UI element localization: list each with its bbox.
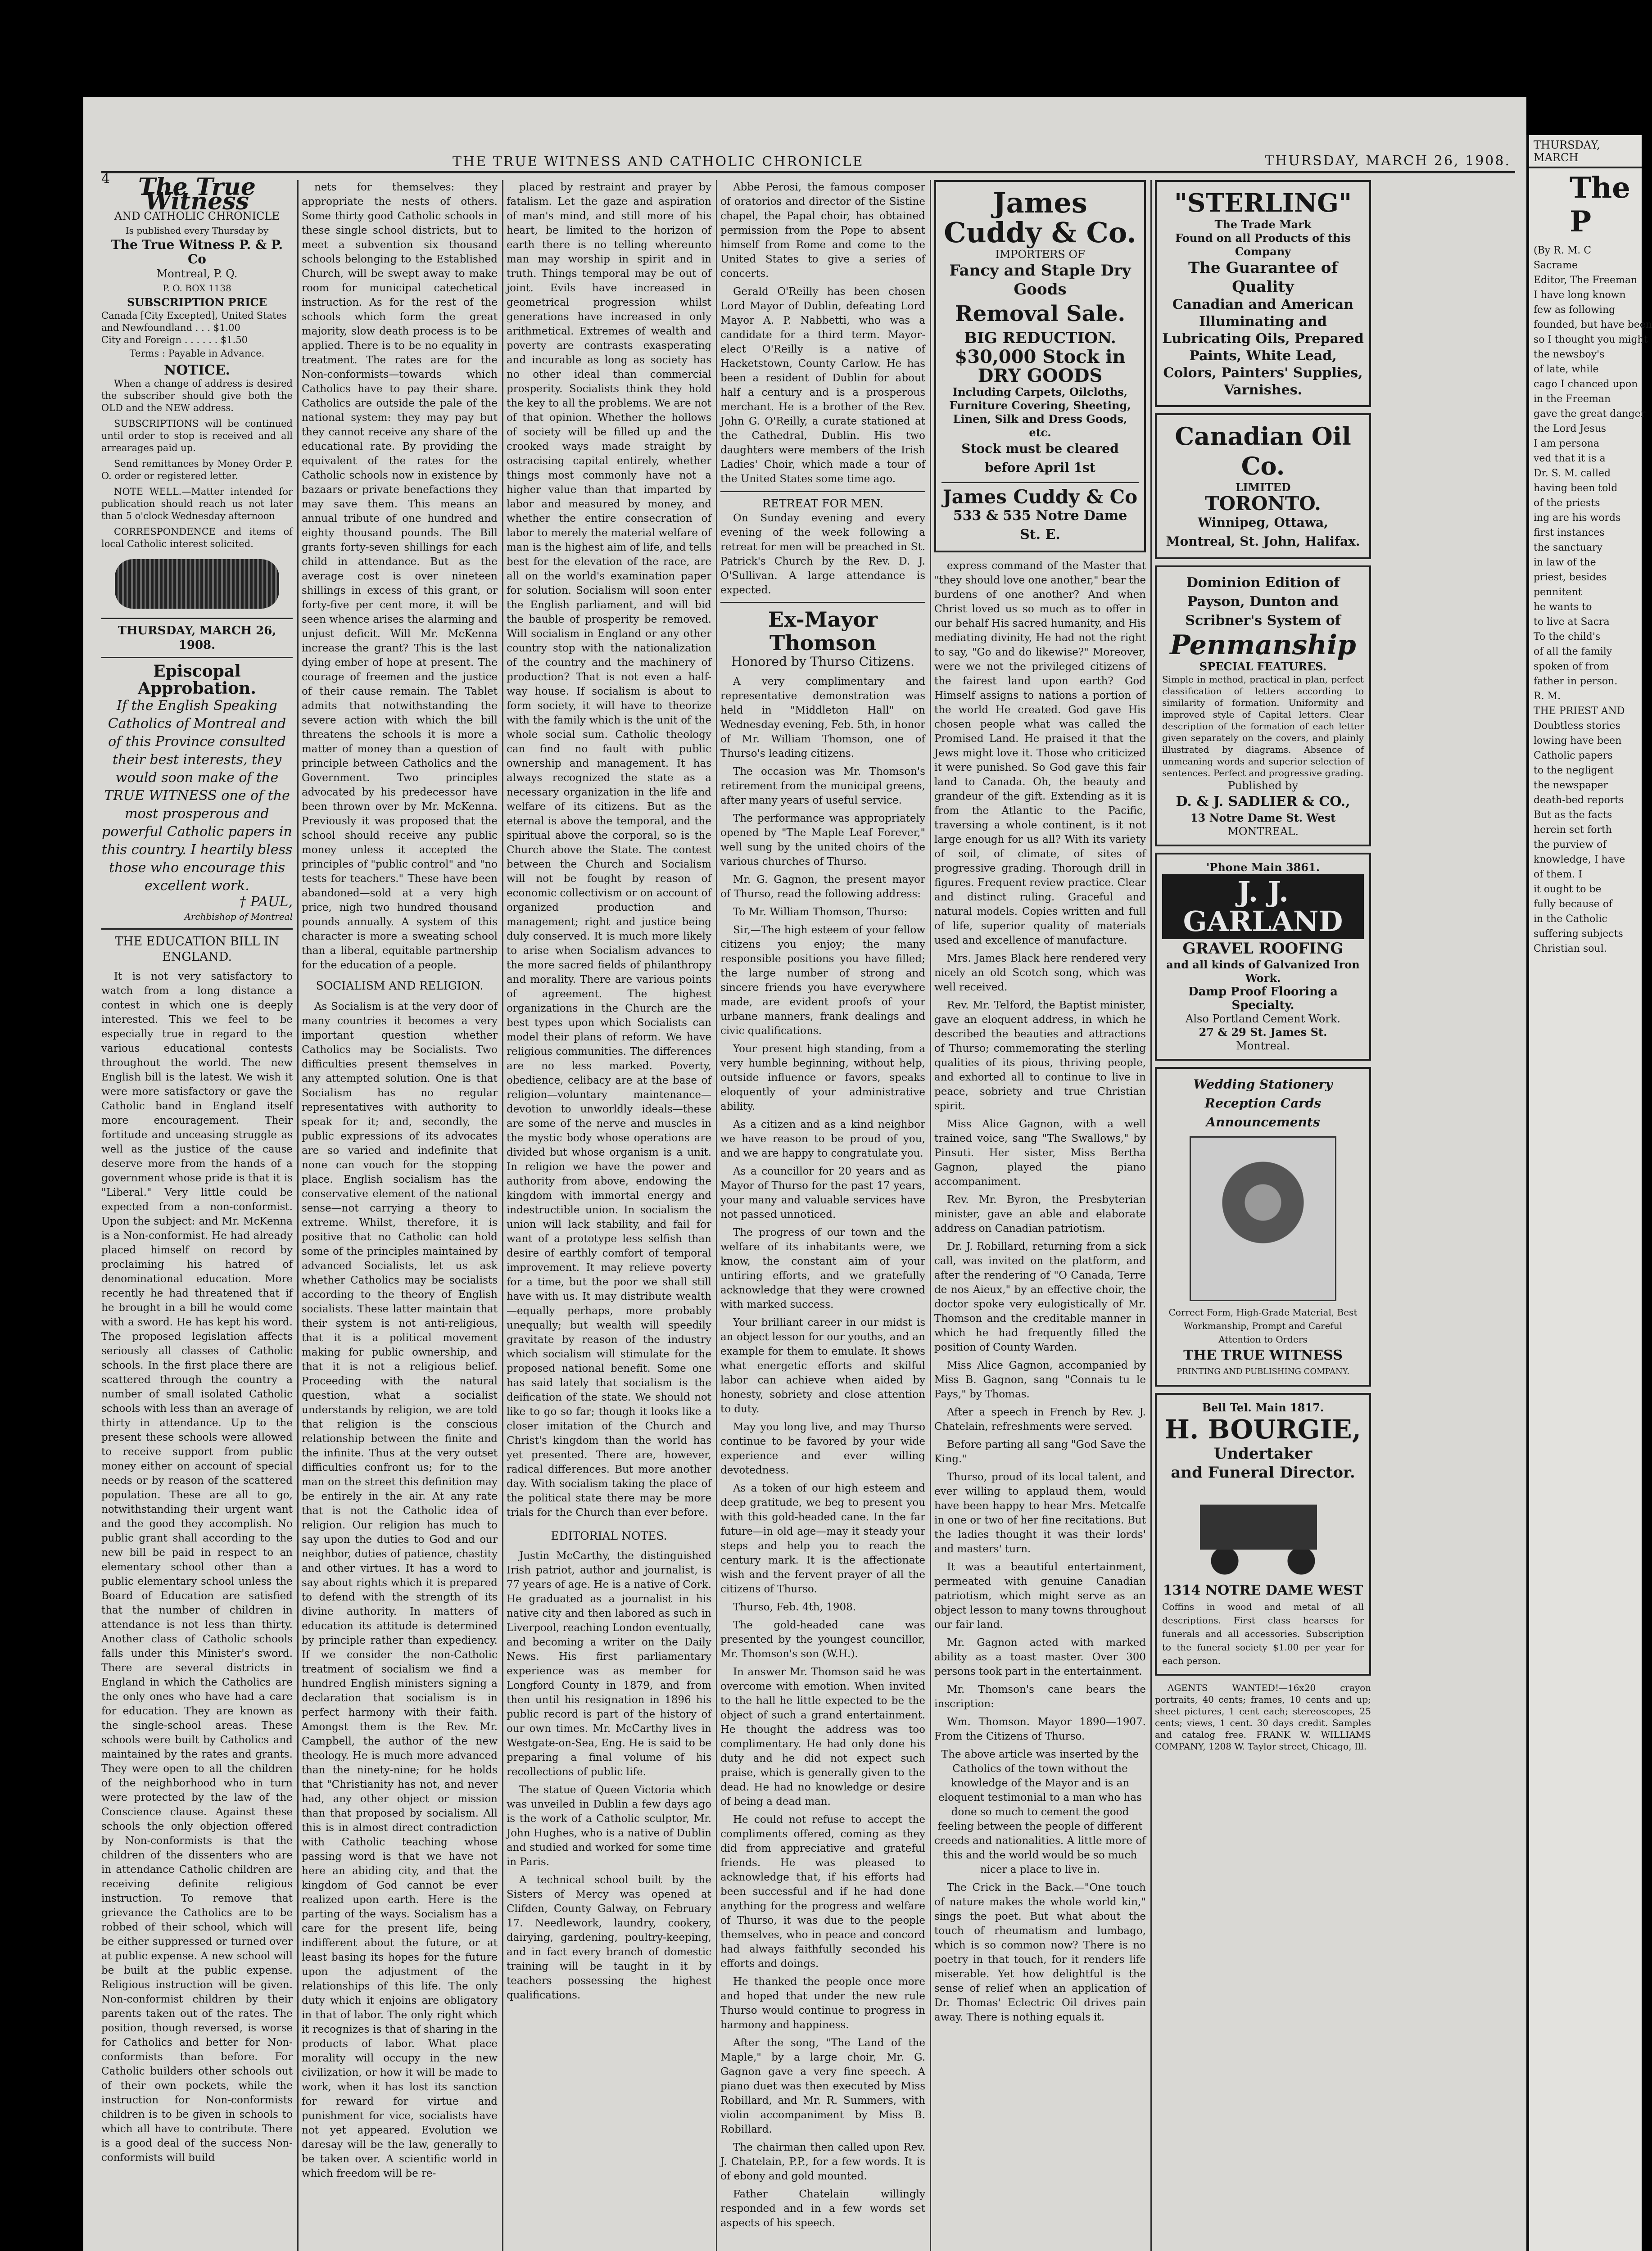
ad-cleared: Stock must be cleared before April 1st (961, 441, 1119, 475)
adjacent-line: R. M. (1534, 691, 1561, 702)
article-paragraph: After the song, "The Land of the Maple," by a large choir, Mr. G. Gagnon gave a very fine speech. A piano duet was then executed by Miss Robillard, and Mr. R. Summers, with violin accompaniment by Miss B. Robillard. (720, 2037, 925, 2135)
penmanship-text: Simple in method, practical in plan, perfect classification of letters according to similarity of formation. Uniformity and improved style of Capital letters. Clear description of the formation of each letter given separately on the covers, and plainly illustrated by diagrams. Absence of unmeaning words and superior selection of sentences. Perfect and progressive grading. (1162, 674, 1364, 778)
sterling-mark: The Trade Mark (1214, 218, 1312, 231)
adjacent-line: having been told (1534, 483, 1618, 494)
notice-paragraph: SUBSCRIPTIONS will be continued until order to stop is received and all arrearages paid up. (101, 418, 293, 453)
adjacent-line: founded, but have been (1534, 319, 1652, 330)
article-paragraph: Your brilliant career in our midst is an object lesson for our youths, and an example for them to emulate. It shows what energetic efforts and skilful labor can achieve when aided by honesty, sobriety and close attention to duty. (720, 1317, 925, 1415)
ad-including: Including Carpets, Oilcloths, Furniture Covering, Sheeting, Linen, Silk and Dress Goods, etc. (949, 385, 1131, 439)
article-paragraph: The Crick in the Back.—"One touch of nature makes the whole world kin," sings the poet. But what about the touch of rheumatism and lumbago, which is so common now? There is no poetry in that touch, for it renders life miserable. Yet how delightful is the sense of relief when an application of Dr. Thomas' Eclectric Oil drives pain away. There is nothing equals it. (934, 1882, 1146, 2023)
adjacent-line: to live at Sacra (1534, 616, 1610, 628)
ad-wedding-stationery (1155, 1067, 1371, 1387)
garland-flooring: Damp Proof Flooring a Specialty. (1188, 985, 1338, 1012)
adjacent-line: the purview of (1534, 839, 1607, 850)
adjacent-line: suffering subjects (1534, 928, 1623, 940)
column-rule (1150, 180, 1152, 2251)
adjacent-date: THURSDAY, MARCH (1534, 139, 1600, 164)
canadian-oil-name: Canadian Oil Co. (1175, 422, 1351, 480)
column-4 (720, 180, 925, 2251)
article-paragraph: Mr. Gagnon acted with marked ability as a toast master. Over 300 persons took part in the entertainment. (934, 1637, 1146, 1677)
adjacent-line: Catholic papers (1534, 750, 1613, 761)
bourgie-role-2: and Funeral Director. (1171, 1464, 1355, 1482)
published-line: Is published every Thursday by (125, 225, 269, 236)
garland-address: 27 & 29 St. James St. (1199, 1026, 1327, 1039)
notice-paragraph: NOTE WELL.—Matter intended for publication should reach us not later than 5 o'clock Wednesday afternoon (101, 486, 293, 521)
ad-canadian-oil (1155, 413, 1371, 559)
retreat-head: RETREAT FOR MEN. (762, 497, 883, 510)
penmanship-pub: Published by (1227, 779, 1299, 792)
sadlier-name: D. & J. SADLIER & CO., (1176, 794, 1350, 809)
article-paragraph: A technical school built by the Sisters of Mercy was opened at Clifden, County Galway, on February 17. Needlework, laundry, cookery, dairying, gardening, poultry-keeping, and in fact every branch of domestic training will be taught in it by teachers possessing the highest qualifications. (507, 1874, 711, 2001)
sadlier-city: MONTREAL. (1227, 825, 1299, 838)
adjacent-line: (By R. M. C (1534, 245, 1592, 256)
bourgie-name: H. BOURGIE, (1165, 1414, 1361, 1445)
adjacent-line: THE PRIEST AND (1534, 705, 1625, 717)
article-paragraph: A very complimentary and representative demonstration was held in "Middleton Hall" on Wednesday evening, Feb. 5th, in honor of Mr. William Thomson, one of Thurso's leading citizens. (720, 676, 925, 759)
adjacent-line: of them. I (1534, 869, 1582, 880)
adjacent-line: herein set forth (1534, 824, 1612, 836)
adjacent-line: I have long known (1534, 289, 1626, 301)
subscription-price-head: SUBSCRIPTION PRICE (127, 296, 267, 309)
article-paragraph: The performance was appropriately opened by "The Maple Leaf Forever," well sung by the united choirs of the various churches of Thurso. (720, 813, 925, 868)
garland-cement: Also Portland Cement Work. (1186, 1012, 1340, 1025)
wedding-line-3: Announcements (1206, 1115, 1320, 1130)
article-paragraph: The gold-headed cane was presented by the youngest councillor, Mr. Thomson's son (W.H.). (720, 1619, 925, 1660)
price-line: Canada [City Excepted], United States and Newfoundland . . . $1.00 (101, 310, 287, 333)
page-number: 4 (101, 171, 112, 187)
notice-head: NOTICE. (163, 362, 231, 378)
masthead (101, 153, 1515, 187)
adjacent-line: knowledge, I have (1534, 854, 1625, 865)
article-paragraph: Thurso, Feb. 4th, 1908. (733, 1601, 856, 1613)
adjacent-line: priest, besides (1534, 572, 1607, 583)
ad-reduction: BIG REDUCTION. (964, 329, 1116, 347)
bourgie-text: Coffins in wood and metal of all descriptions. First class hearses for funerals and all accessories. Subscription to the funeral society $1.00 per year for each person. (1162, 1601, 1364, 1666)
ad-garland (1155, 853, 1371, 1061)
price-line: City and Foreign . . . . . . $1.50 (101, 334, 248, 345)
article-paragraph: The occasion was Mr. Thomson's retirement from the municipal greens, after many years of useful service. (720, 766, 925, 806)
garland-phone: 'Phone Main 3861. (1206, 861, 1320, 874)
editorial-notes-head: EDITORIAL NOTES. (551, 1529, 667, 1542)
adjacent-line: in the Catholic (1534, 913, 1607, 925)
cane-inscription: The above article was inserted by the Catholics of the town without the knowledge of the Mayor and is an eloquent testimonial to a man who has done so much to cement the good feeling between the people of different creeds and nationalities. A little more of this and the world would be so much nicer a place to live in. (934, 1749, 1146, 1876)
article-paragraph: He thanked the people once more and hoped that under the new rule Thurso would continue to progress in harmony and happiness. (720, 1976, 925, 2031)
adjacent-line: lowing have been (1534, 735, 1622, 746)
article-paragraph: After a speech in French by Rev. J. Chatelain, refreshments were served. (934, 1406, 1146, 1433)
adjacent-line: so I thought you might (1534, 334, 1648, 345)
newspaper-page (83, 97, 1526, 2251)
article-paragraph: To Mr. William Thomson, Thurso: (733, 906, 908, 918)
article-paragraph: nets for themselves: they appropriate the nests of others. Some thirty good Catholic schools in these single school districts, but to meet a subvention six thousand schools belonging to the Established Church, will be swept away to make room for municipal catechetical instruction. As for the rest of the schools which form the great majority, slow death process is to be applied. There is to be no equality in treatment. The rates are for the Non-conformists—towards which Catholics have to pay their share. Catholics are outside the pale of the national system: they may pay but they cannot receive any share of the educational rate. By providing the equivalent of the rates for the Catholic schools now in existence by bazaars or private benefactions they may save them. This means an annual tribute of one hundred and eighty thousand pounds. The Bill grants forty-seven shillings for each child in attendance. But as the average cost is over nineteen shillings in excess of this grant, or forty-five per cent more, it will be seen whence arises the alarming and unjust deficit. Will Mr. McKenna increase the grant? This is the last dying ember of hope at present. The courage of freemen and the justice of their cause remain. The Tablet admits that notwithstanding the severe action with which the bill threatens the schools it is more a matter of money than a question of principle between Catholics and the Government. Two principles advocated by his predecessor have been thrown over by Mr. McKenna. Previously it was proposed that the school should receive any public money unless it accepted the principles of "public control" and "no tests for teachers." These have been abandoned—sold at a very high price, nigh two hundred thousand pounds annually. A system of this character is more a sweating school than a liberal, equitable partnership for the education of a people. (302, 181, 498, 971)
adjacent-page (1526, 135, 1652, 2251)
article-paragraph: On Sunday evening and every evening of the week following a retreat for men will be preached in St. Patrick's Church by the Rev. D. J. O'Sullivan. A large attendance is expected. (720, 512, 925, 596)
article-paragraph: express command of the Master that "they should love one another," bear the burdens of one another? And when Christ loved us so much as to offer in our behalf His sacred humanity, and His mediating divinity, He had not the right to say, "Go and do likewise?" Moreover, were we not the privileged citizens of the fairest land upon earth? God Himself assigns to nations a portion of the world He created. God gave His chosen people what was called the Promised Land. He praised it that the Jews might love it. Those who criticized it were punished. So God gave this fair land to Canada. Oh, the beauty and grandeur of the gift. Extending as it is from the Atlantic to the Pacific, traversing a whole continent, is it not large enough for us all? With its variety of soil, of climate, of sites of progressive grading. Thorough drill in figures. Frequent review practice. Clear and distinct ruling. Graceful and natural models. Copies written and full of life, superior quality of materials used and excellence of manufacture. (934, 560, 1146, 946)
adjacent-line: fully because of (1534, 899, 1613, 910)
adjacent-line: the newsboy's (1534, 349, 1605, 360)
article-paragraph: Justin McCarthy, the distinguished Irish patriot, author and journalist, is 77 years of age. He is a native of Cork. He graduated as a journalist in his native city and then labored as such in Liverpool, reaching London eventually, and becoming a writer on the Daily News. His first parliamentary experience was as member for Longford County in 1879, and from then until his resignation in 1896 his public record is part of the history of our own times. Mr. McCarthy lives in Westgate-on-Sea, Eng. He is said to be preparing a final volume of his recollections of public life. (507, 1550, 711, 1778)
notice-paragraph: Send remittances by Money Order P. O. order or registered letter. (101, 458, 293, 481)
article-paragraph: As Socialism is at the very door of many countries it becomes a very important question whether Catholics may be Socialists. Two difficulties present themselves in any attempted solution. One is that Socialism has no regular representatives with authority to speak for it; and, secondly, the public expressions of its advocates are so varied and indefinite that none can vouch for the stopping place. English socialism has the conservative element of the national sense—not carrying a theory to extreme. Whilst, therefore, it is positive that no Catholic can hold some of the principles maintained by advanced Socialists, let us ask whether Catholics may be socialists according to the theory of English socialists. These latter maintain that their system is not anti-religious, that it is a political movement making for public ownership, and that it is not a religious belief. Proceeding with the natural question, what a socialist understands by religion, we are told that religion is the conscious relationship between the finite and the infinite. Thus at the very outset difficulties confront us; for to the man on the street this definition may be entirely in the air. At any rate that is not the Catholic idea of religion. Our religion has much to say upon the duties to God and our neighbor, duties of patience, chastity and other virtues. It has a word to say about rights which it is prepared to defend with the strength of its divine authority. In matters of education its attitude is determined by principle rather than expediency. If we consider the non-Catholic treatment of socialism we find a hundred English ministers signing a declaration that socialism is in perfect harmony with their faith. Amongst them is the Rev. Mr. Campbell, the author of the new theology. He is much more advanced than the ninety-nine; for he holds that "Christianity has not, and never had, any other object or mission than that proposed by socialism. All this is in almost direct contradiction with Catholic teaching whose passing word is that we have not here an abiding city, and that the kingdom of God cannot be ever realized upon earth. Here is the parting of the ways. Socialism has a care for the present life, being indifferent about the future, or at least basing its hopes for the future upon the adjustment of the relationships of this life. The only duty which it enjoins are obligatory in that of labor. The only right which it recognizes is that of sharing in the products of labor. What place morality will occupy in the new civilization, or how it will be made to work, when it has lost its sanction for reward for virtue and punishment for vice, socialists have not yet appeared. Evolution we daresay will be the law, generally to be taken over. A scientific world in which freedom will be re- (302, 1001, 498, 2179)
adjacent-head: The P (1570, 171, 1630, 239)
article-paragraph: Sir,—The high esteem of your fellow citizens you enjoy; the many responsible positions you have filled; the large number of strong and sincere friends you have everywhere made, are evident proofs of your urbane manners, frank dealings and civic qualifications. (720, 924, 925, 1037)
adjacent-line: Dr. S. M. called (1534, 468, 1611, 479)
wedding-line-1: Wedding Stationery (1193, 1077, 1333, 1092)
publisher: The True Witness P. & P. Co (111, 237, 283, 267)
article-paragraph: Thurso, proud of its local talent, and ever willing to applaud them, would have been happy to hear Mrs. Metcalfe in one or two of her fine recitations. But the ladies thought it was their lords' and masters' turn. (934, 1471, 1146, 1555)
adjacent-line: few as following (1534, 304, 1616, 316)
notice-paragraph: When a change of address is desired the subscriber should give both the OLD and the NEW address. (101, 378, 293, 413)
ad-sterling (1155, 180, 1371, 407)
bourgie-role: Undertaker (1213, 1445, 1313, 1463)
article-paragraph: In answer Mr. Thomson said he was overcome with emotion. When invited to the hall he little expected to be the object of such a grand entertainment. He thought the address was too complimentary. He had only done his duty and he did not expect such praise, which is generally given to the dead. He had no knowledge or desire of being a dead man. (720, 1666, 925, 1808)
adjacent-line: Sacrame (1534, 260, 1578, 271)
article-paragraph: May you long live, and may Thurso continue to be favored by your wide experience and ever willing devotedness. (720, 1421, 925, 1476)
canadian-oil-city: TORONTO. (1205, 493, 1321, 515)
adjacent-line: ing are his words (1534, 512, 1621, 524)
canadian-oil-branches: Winnipeg, Ottawa, Montreal, St. John, Halifax. (1166, 515, 1360, 549)
penmanship-line-2: Payson, Dunton and Scribner's System of (1185, 594, 1341, 628)
article-paragraph: Abbe Perosi, the famous composer of oratorios and director of the Sistine chapel, the Papal choir, has obtained permission from the Pope to absent himself from Rome and come to the United States to give a series of concerts. (720, 181, 925, 280)
article-paragraph: Wm. Thomson. Mayor 1890—1907. From the Citizens of Thurso. (934, 1716, 1146, 1742)
approbation-head: Episcopal Approbation. (138, 662, 256, 698)
notice-paragraph: CORRESPONDENCE and items of local Catholic interest solicited. (101, 526, 293, 549)
ad-name-repeat: James Cuddy & Co (942, 486, 1138, 508)
adjacent-line: in law of the (1534, 557, 1596, 568)
adjacent-line: to the negligent (1534, 765, 1614, 776)
adjacent-line: of all the family (1534, 646, 1612, 657)
canadian-oil-limited: LIMITED (1235, 481, 1291, 494)
ad-importers: IMPORTERS OF (995, 248, 1085, 261)
adjacent-line: Doubtless stories (1534, 720, 1620, 732)
ad-penmanship (1155, 565, 1371, 846)
garland-city: Montreal. (1236, 1040, 1290, 1052)
adjacent-line: ved that it is a (1534, 453, 1606, 464)
article-paragraph: placed by restraint and prayer by fatalism. Let the gaze and aspiration of man's mind, and still more of his heart, be limited to the horizon of earth there is no telling whereunto man may worship in spirit and in truth. Things temporal may be out of joint. Evils have increased in geometrical progression whilst generations have increased in only arithmetical. Extremes of wealth and poverty are contrasts exasperating and incurable as long as society has no other ideal than commercial prosperity. Socialists think they hold the key to all the problems. We are not of that opinion. Whether the hollows of society will be filled up and the crooked ways made straight by ostracising capital entirely, whether things most commonly have not a higher value than that imparted by labor and measured by money, and whether the entire consecration of labor to merely the material welfare of man is the highest aim of life, and tells best for the elevation of the race, are all on the world's examination paper for solution. Socialism will soon enter the English parliament, and will bid the bauble of prosperity be removed. Will socialism in England or any other country stop with the nationalization of the country and the machinery of production? That is not even a half-way house. If socialism is about to form society, it will have to theorize with the family which is the unit of the whole social sum. Catholic theology can find no fault with public ownership and management. It has always recognized the state as a necessary organization in the life and welfare of its citizens. But as the eternal is above the temporal, and the spiritual above the corporal, so is the Church above the State. The contest between the Church and Socialism will not be fought by reason of economic collectivism or on account of organized production and management; right and justice being duly conserved. It is much more likely to arise when Socialism advances to the more sacred fields of philanthropy and morality. There are various points of agreement. The highest organizations in the Church are the best types upon which Socialists can model their plans of reform. We have religious communities. The differences are no less marked. Poverty, obedience, celibacy are at the base of religion—voluntary maintenance—devotion to unworldly ideals—these are some of the nerve and muscles in the mystic body whose operations are divided but whose organism is a unit. In religion we have the power and authority from above, endowing the kingdom with immortal energy and indestructible union. In socialism the union will lack stability, and fail for want of a prototype less selfish than desire of earthly comfort of temporal improvement. It may relieve poverty for a time, but the poor we shall still have with us. It may distribute wealth—equally perhaps, more probably unequally; but wealth will speedily gravitate by reason of the industry which socialism will stimulate for the proposed national benefit. Some one has said lately that socialism is the deification of the state. We should not like to go so far; though it looks like a closer imitation of the Church and Christ's kingdom than the world has yet presented. There are, however, radical differences. But more another day. With socialism taking the place of the political state there may be more trials for the Church than ever before. (507, 181, 711, 1519)
flower-illustration (1190, 1136, 1336, 1301)
column-rule (502, 180, 503, 2251)
article-paragraph: Your present high standing, from a very humble beginning, without help, outside influence or favors, speaks eloquently of your administrative ability. (720, 1043, 925, 1112)
article-paragraph: As a citizen and as a kind neighbor we have reason to be proud of you, and we are happy to congratulate you. (720, 1119, 925, 1159)
garland-roofing: GRAVEL ROOFING (1182, 940, 1344, 958)
wedding-company: PRINTING AND PUBLISHING COMPANY. (1176, 1367, 1350, 1376)
article-paragraph: As a councillor for 20 years and as Mayor of Thurso for the past 17 years, your many and valuable services have not passed unnoticed. (720, 1166, 925, 1220)
publisher-city: Montreal, P. Q. (156, 267, 238, 280)
column-rule (930, 180, 931, 2251)
sterling-guarantee: The Guarantee of Quality (1188, 259, 1338, 296)
penmanship-special: SPECIAL FEATURES. (1199, 660, 1327, 673)
adjacent-line: of the priests (1534, 497, 1600, 509)
sterling-found: Found on all Products of this Company (1175, 231, 1351, 258)
adjacent-line: gave the great danger (1534, 408, 1646, 420)
adjacent-line: the sanctuary (1534, 542, 1602, 553)
article-paragraph: Gerald O'Reilly has been chosen Lord Mayor of Dublin, defeating Lord Mayor A. P. Nabbetti, who was a candidate for a third term. Mayor-elect O'Reilly is a native of Hacketstown, County Carlow. He has been a resident of Dublin for about half a century and is a prosperous merchant. He is a brother of the Rev. John G. O'Reilly, a curate stationed at the Cathedral, Dublin. His two daughters were members of the Irish Ladies' Choir, which made a tour of the United States some time ago. (720, 286, 925, 485)
newspaper-title: THE TRUE WITNESS AND CATHOLIC CHRONICLE (453, 154, 864, 170)
sadlier-address: 13 Notre Dame St. West (1190, 811, 1336, 824)
date-line: THURSDAY, MARCH 26, 1908. (118, 624, 276, 652)
socialism-head: SOCIALISM AND RELIGION. (316, 979, 484, 992)
adjacent-line: it ought to be (1534, 884, 1602, 895)
paper-nameplate (101, 173, 293, 550)
wedding-line-2: Reception Cards (1204, 1096, 1322, 1111)
article-paragraph: Miss Alice Gagnon, accompanied by Miss B. Gagnon, sang "Connais tu le Pays," by Thomas. (934, 1360, 1146, 1400)
paper-subtitle: AND CATHOLIC CHRONICLE (114, 210, 280, 222)
adjacent-line: of late, while (1534, 364, 1599, 375)
column-3 (507, 180, 711, 2251)
article-paragraph: Mr. G. Gagnon, the present mayor of Thurso, read the following address: (720, 874, 925, 900)
adjacent-line: cago I chanced upon (1534, 379, 1638, 390)
article-paragraph: Father Chatelain willingly responded and in a few words set aspects of his speech. (720, 2188, 925, 2229)
ad-james-cuddy (934, 180, 1146, 552)
adjacent-line: spoken of from (1534, 661, 1609, 672)
adjacent-line: the Lord Jesus (1534, 423, 1607, 434)
wedding-true-witness: THE TRUE WITNESS (1183, 1347, 1343, 1363)
article-paragraph: Rev. Mr. Telford, the Baptist minister, gave an eloquent address, in which he described the beauties and attractions of Thurso; commemorating the sterling qualities of its pious, thriving people, and exhorted all to continue to live in peace, sobriety and true Christian spirit. (934, 999, 1146, 1112)
issue-date: THURSDAY, MARCH 26, 1908. (1265, 153, 1511, 169)
adjacent-line: pennitent (1534, 587, 1582, 598)
adjacent-line: To the child's (1534, 631, 1601, 642)
article-paragraph: Before parting all sang "God Save the King." (934, 1439, 1146, 1465)
garland-sheet: and all kinds of Galvanized Iron Work. (1166, 958, 1360, 985)
signature-title: Archbishop of Montreal (184, 911, 293, 922)
adjacent-line: he wants to (1534, 601, 1592, 613)
price-lines (101, 310, 293, 346)
column-6-ads (1155, 180, 1371, 2251)
adjacent-line: the newspaper (1534, 780, 1608, 791)
column-rule (716, 180, 717, 2251)
column-2 (302, 180, 498, 2251)
hearse-illustration (1182, 1487, 1344, 1577)
ad-bourgie (1155, 1393, 1371, 1676)
education-bill-head: THE EDUCATION BILL IN ENGLAND. (115, 935, 279, 964)
garland-name: J. J. GARLAND (1162, 874, 1364, 939)
agents-wanted: AGENTS WANTED!—16x20 crayon portraits, 40 cents; frames, 10 cents and up; sheet pictures, 1 cent each; stereoscopes, 25 cents; views, 1 cent. 30 days credit. Samples and catalog free. FRANK W. WILLIAMS COMPANY, 1208 W. Taylor street, Chicago, Ill. (1155, 1682, 1371, 1752)
adjacent-line: father in person. (1534, 676, 1618, 687)
notice-body (101, 378, 293, 550)
column-rule (297, 180, 299, 2251)
article-paragraph: Mr. Thomson's cane bears the inscription: (934, 1684, 1146, 1710)
ex-mayor-subhead: Honored by Thurso Citizens. (731, 654, 915, 669)
column-5 (934, 180, 1146, 2251)
bourgie-phone: Bell Tel. Main 1817. (1202, 1401, 1324, 1414)
adjacent-line: in the Freeman (1534, 393, 1611, 405)
article-paragraph: He could not refuse to accept the compliments offered, coming as they did from appreciative and grateful friends. He was pleased to acknowledge that, if his efforts had been successful and if he had done anything for the progress and welfare of Thurso, it was due to the people themselves, who in peace and concord had always faithfully seconded his efforts and doings. (720, 1814, 925, 1970)
article-paragraph: Mrs. James Black here rendered very nicely an old Scotch song, which was well received. (934, 953, 1146, 993)
article-paragraph: It was a beautiful entertainment, permeated with genuine Canadian patriotism, which might serve as an object lesson to many towns throughout our fair land. (934, 1561, 1146, 1631)
article-paragraph: Dr. J. Robillard, returning from a sick call, was invited on the platform, and after the rendering of "O Canada, Terre de nos Aieux," by an effective choir, the doctor spoke very eulogistically of Mr. Thomson and the creditable manner in which he had frequently filled the position of County Warden. (934, 1241, 1146, 1353)
adjacent-line: I am persona (1534, 438, 1600, 449)
penmanship-line-1: Dominion Edition of (1186, 575, 1340, 591)
article-paragraph: Rev. Mr. Byron, the Presbyterian minister, gave an able and elaborate address on Canadian patriotism. (934, 1194, 1146, 1234)
paper-name: The True Witness (138, 173, 256, 215)
ad-name: James Cuddy & Co. (944, 186, 1136, 249)
adjacent-line: Editor, The Freeman (1534, 275, 1638, 286)
approbation-signature: † PAUL, (239, 894, 293, 910)
article-paragraph: The statue of Queen Victoria which was unveiled in Dublin a few days ago is the work of a Catholic sculptor, Mr. John Hughes, who is a native of Dublin and studied and worked for some time in Paris. (507, 1784, 711, 1868)
approbation-text: If the English Speaking Catholics of Montreal and of this Province consulted their best interests, they would soon make of the TRUE WITNESS one of the most prosperous and powerful Catholic papers in this country. I heartily bless those who encourage this excellent work. (101, 698, 293, 894)
adjacent-line: Christian soul. (1534, 943, 1607, 954)
penmanship-title: Penmanship (1170, 629, 1356, 661)
adjacent-text (1534, 243, 1652, 956)
terms: Terms : Payable in Advance. (129, 348, 265, 359)
sterling-products: Canadian and American Illuminating and Lubricating Oils, Prepared Paints, White Lead, Colors, Painters' Supplies, Varnishes. (1162, 297, 1364, 398)
decorative-ornament (115, 559, 279, 609)
column-1 (101, 173, 293, 2251)
article-paragraph: The progress of our town and the welfare of its inhabitants were, we know, the constant aim of your untiring efforts, and we gratefully acknowledge that they were crowned with marked success. (720, 1227, 925, 1311)
adjacent-line: first instances (1534, 527, 1605, 538)
bourgie-address: 1314 NOTRE DAME WEST (1163, 1582, 1363, 1598)
ad-sale: Removal Sale. (955, 301, 1126, 326)
wedding-small: Correct Form, High-Grade Material, Best Workmanship, Prompt and Careful Attention to Orders (1168, 1307, 1358, 1345)
article-paragraph: Miss Alice Gagnon, with a well trained voice, sang "The Swallows," by Pinsuti. Her sister, Miss Bertha Gagnon, played the piano accompaniment. (934, 1118, 1146, 1188)
adjacent-line: death-bed reports (1534, 795, 1624, 806)
post-box: P. O. BOX 1138 (163, 283, 231, 294)
ad-stock: $30,000 Stock in DRY GOODS (955, 346, 1126, 386)
adjacent-line: But as the facts (1534, 809, 1612, 821)
sterling-name: "STERLING" (1174, 188, 1352, 218)
article-paragraph: The chairman then called upon Rev. J. Chatelain, P.P., for a few words. It is of ebony and gold mounted. (720, 2142, 925, 2182)
article-paragraph: It is not very satisfactory to watch from a long distance a contest in which one is deeply interested. This we feel to be especially true in regard to the various educational contests throughout the world. The new English bill is the latest. We wish it were more satisfactory or gave the Catholic band in England itself more encouragement. Their fortitude and unceasing struggle as well as the justice of the cause deserve more from the hands of a government whose pride is that it is "Liberal." Very little could be expected from a non-conformist. Upon the subject: and Mr. McKenna is a Non-conformist. He had already placed himself on record by proclaiming his hatred of denominational education. More recently he had threatened that if he brought in a bill he would come with a sword. He has kept his word. The proposed legislation affects seriously all classes of Catholic schools. In the first place there are scattered through the country a number of small isolated Catholic schools with less than an average of thirty in attendance. Up to the present these schools were allowed to receive support from public money either on account of special needs or by reason of the scattered population. These are all to go, notwithstanding their urgent want and the good they accomplish. No public grant shall according to the new bill be paid in respect to an elementary school other than a public elementary school unless the Board of Education are satisfied that the number of children in attendance is not less than thirty. Another class of Catholic schools falls under this Minister's sword. There are several districts in England in which the Catholics are the only ones who have had a care for education. They are known as the single-school areas. These schools were built by Catholics and maintained by the rates and grants. They were open to all the children of the neighborhood who in turn were protected by the law of the Conscience clause. Against these schools the only objection offered by Non-conformists is that the children of the dissenters who are in attendance Catholic children are receiving definite religious instruction. To remove that grievance the Catholics are to be robbed of their school, which will be either suppressed or turned over at public expense. A new school will be built at the public expense. Religious instruction will be given. Non-conformist children by their parents taken out of the rates. The position, though reversed, is worse for Catholics and better for Non-conformists than before. For Catholic builders other schools out of their own pockets, while the instruction for Non-conformists children is to be given in schools to which all have to contribute. There is a good deal of the success Non-conformists will build (101, 971, 293, 2164)
ad-goods: Fancy and Staple Dry Goods (949, 262, 1131, 298)
article-paragraph: As a token of our high esteem and deep gratitude, we beg to present you with this gold-headed cane. In the far future—in old age—may it steady your steps and help you to reach the century mark. It is the affectionate wish and the fervent prayer of all the citizens of Thurso. (720, 1483, 925, 1595)
ad-address: 533 & 535 Notre Dame St. E. (953, 508, 1127, 542)
ex-mayor-head: Ex-Mayor Thomson (768, 607, 878, 655)
